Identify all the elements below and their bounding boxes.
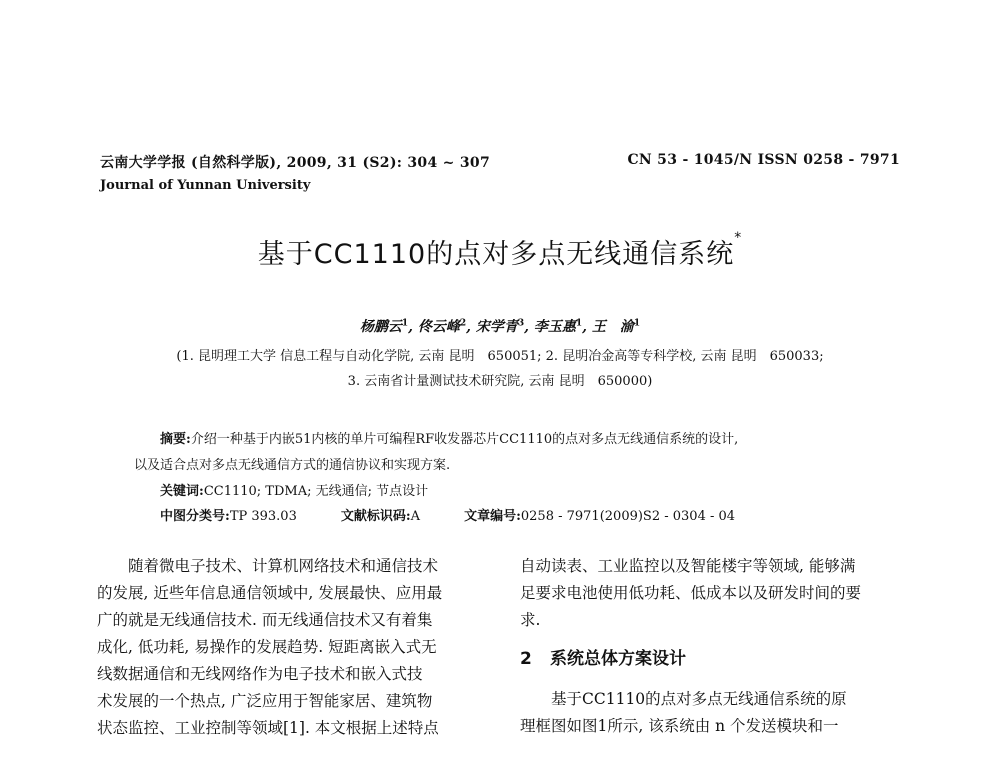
abstract-line-2: 以及适合点对多点无线通信方式的通信协议和实现方案.: [134, 458, 451, 473]
body-line: 理框图如图1所示, 该系统由 n 个发送模块和一: [520, 717, 839, 735]
keywords-label: 关键词:: [160, 484, 204, 499]
section-heading: [520, 646, 902, 672]
abstract-line-1: [160, 428, 738, 447]
section-title: 系统总体方案设计: [550, 649, 686, 669]
abstract-text-1: 介绍一种基于内嵌51内核的单片可编程RF收发器芯片CC1110的点对多点无线通信系统的设计,: [190, 432, 739, 447]
body-line: 随着微电子技术、计算机网络技术和通信技术: [128, 557, 439, 575]
body-left-column: [97, 553, 489, 742]
body-line: 线数据通信和无线网络作为电子技术和嵌入式技: [97, 665, 423, 683]
affiliation-line-1: (1. 昆明理工大学 信息工程与自动化学院, 云南 昆明 650051; 2. 昆明冶金高等专科学校, 云南 昆明 650033;: [176, 349, 824, 364]
author: 佟云峰$^2$: [417, 318, 467, 335]
classification-line: [160, 505, 735, 524]
body-line: 自动读表、工业监控以及智能楼宇等领域, 能够满: [520, 557, 856, 575]
journal-citation: 云南大学学报 (自然科学版), 2009, 31 (S2): 304 ~ 307: [100, 155, 491, 171]
doc-code-label: 文献标识码:: [340, 509, 411, 524]
body-line: 成化, 低功耗, 易操作的发展趋势. 短距离嵌入式无: [97, 638, 437, 656]
clc-value: TP 393.03: [229, 509, 297, 524]
body-line: 的发展, 近些年信息通信领域中, 发展最快、应用最: [97, 584, 443, 602]
clc-label: 中图分类号:: [160, 509, 230, 524]
body-line: 求.: [520, 611, 541, 629]
author-list: 杨鹏云$^1$, 佟云峰$^2$, 宋学青$^3$, 李玉惠$^1$, 王 渝$^1$: [359, 318, 641, 335]
paper-title: [0, 232, 1000, 271]
author: 李玉惠$^1$: [533, 318, 583, 335]
body-line: 术发展的一个热点, 广泛应用于智能家居、建筑物: [97, 692, 433, 710]
article-number-value: 0258 - 7971(2009)S2 - 0304 - 04: [520, 509, 736, 524]
author: 宋学青$^3$: [475, 318, 525, 335]
body-line: 基于CC1110的点对多点无线通信系统的原: [551, 690, 847, 708]
keywords: [160, 480, 428, 499]
doc-code-value: A: [410, 509, 421, 524]
paper-title-text: 基于CC1110的点对多点无线通信系统: [257, 239, 735, 270]
abstract-label: 摘要:: [160, 432, 191, 447]
article-number-label: 文章编号:: [464, 509, 521, 524]
section-number: 2: [520, 649, 532, 669]
author: 杨鹏云$^1$: [359, 318, 409, 335]
affiliation-line-2: 3. 云南省计量测试技术研究院, 云南 昆明 650000): [347, 374, 653, 389]
journal-english-name: Journal of Yunnan University: [100, 178, 311, 193]
keywords-text: CC1110; TDMA; 无线通信; 节点设计: [203, 484, 429, 499]
title-footnote-marker: *: [734, 230, 743, 246]
body-line: 足要求电池使用低功耗、低成本以及研发时间的要: [520, 584, 862, 602]
body-line: 状态监控、工业控制等领域[1]. 本文根据上述特点: [97, 719, 439, 737]
body-line: 广的就是无线通信技术. 而无线通信技术又有着集: [97, 611, 433, 629]
issn-line: CN 53 - 1045/N ISSN 0258 - 7971: [627, 152, 900, 168]
author: 王 渝$^1$: [591, 318, 641, 335]
body-right-column: [520, 553, 902, 740]
